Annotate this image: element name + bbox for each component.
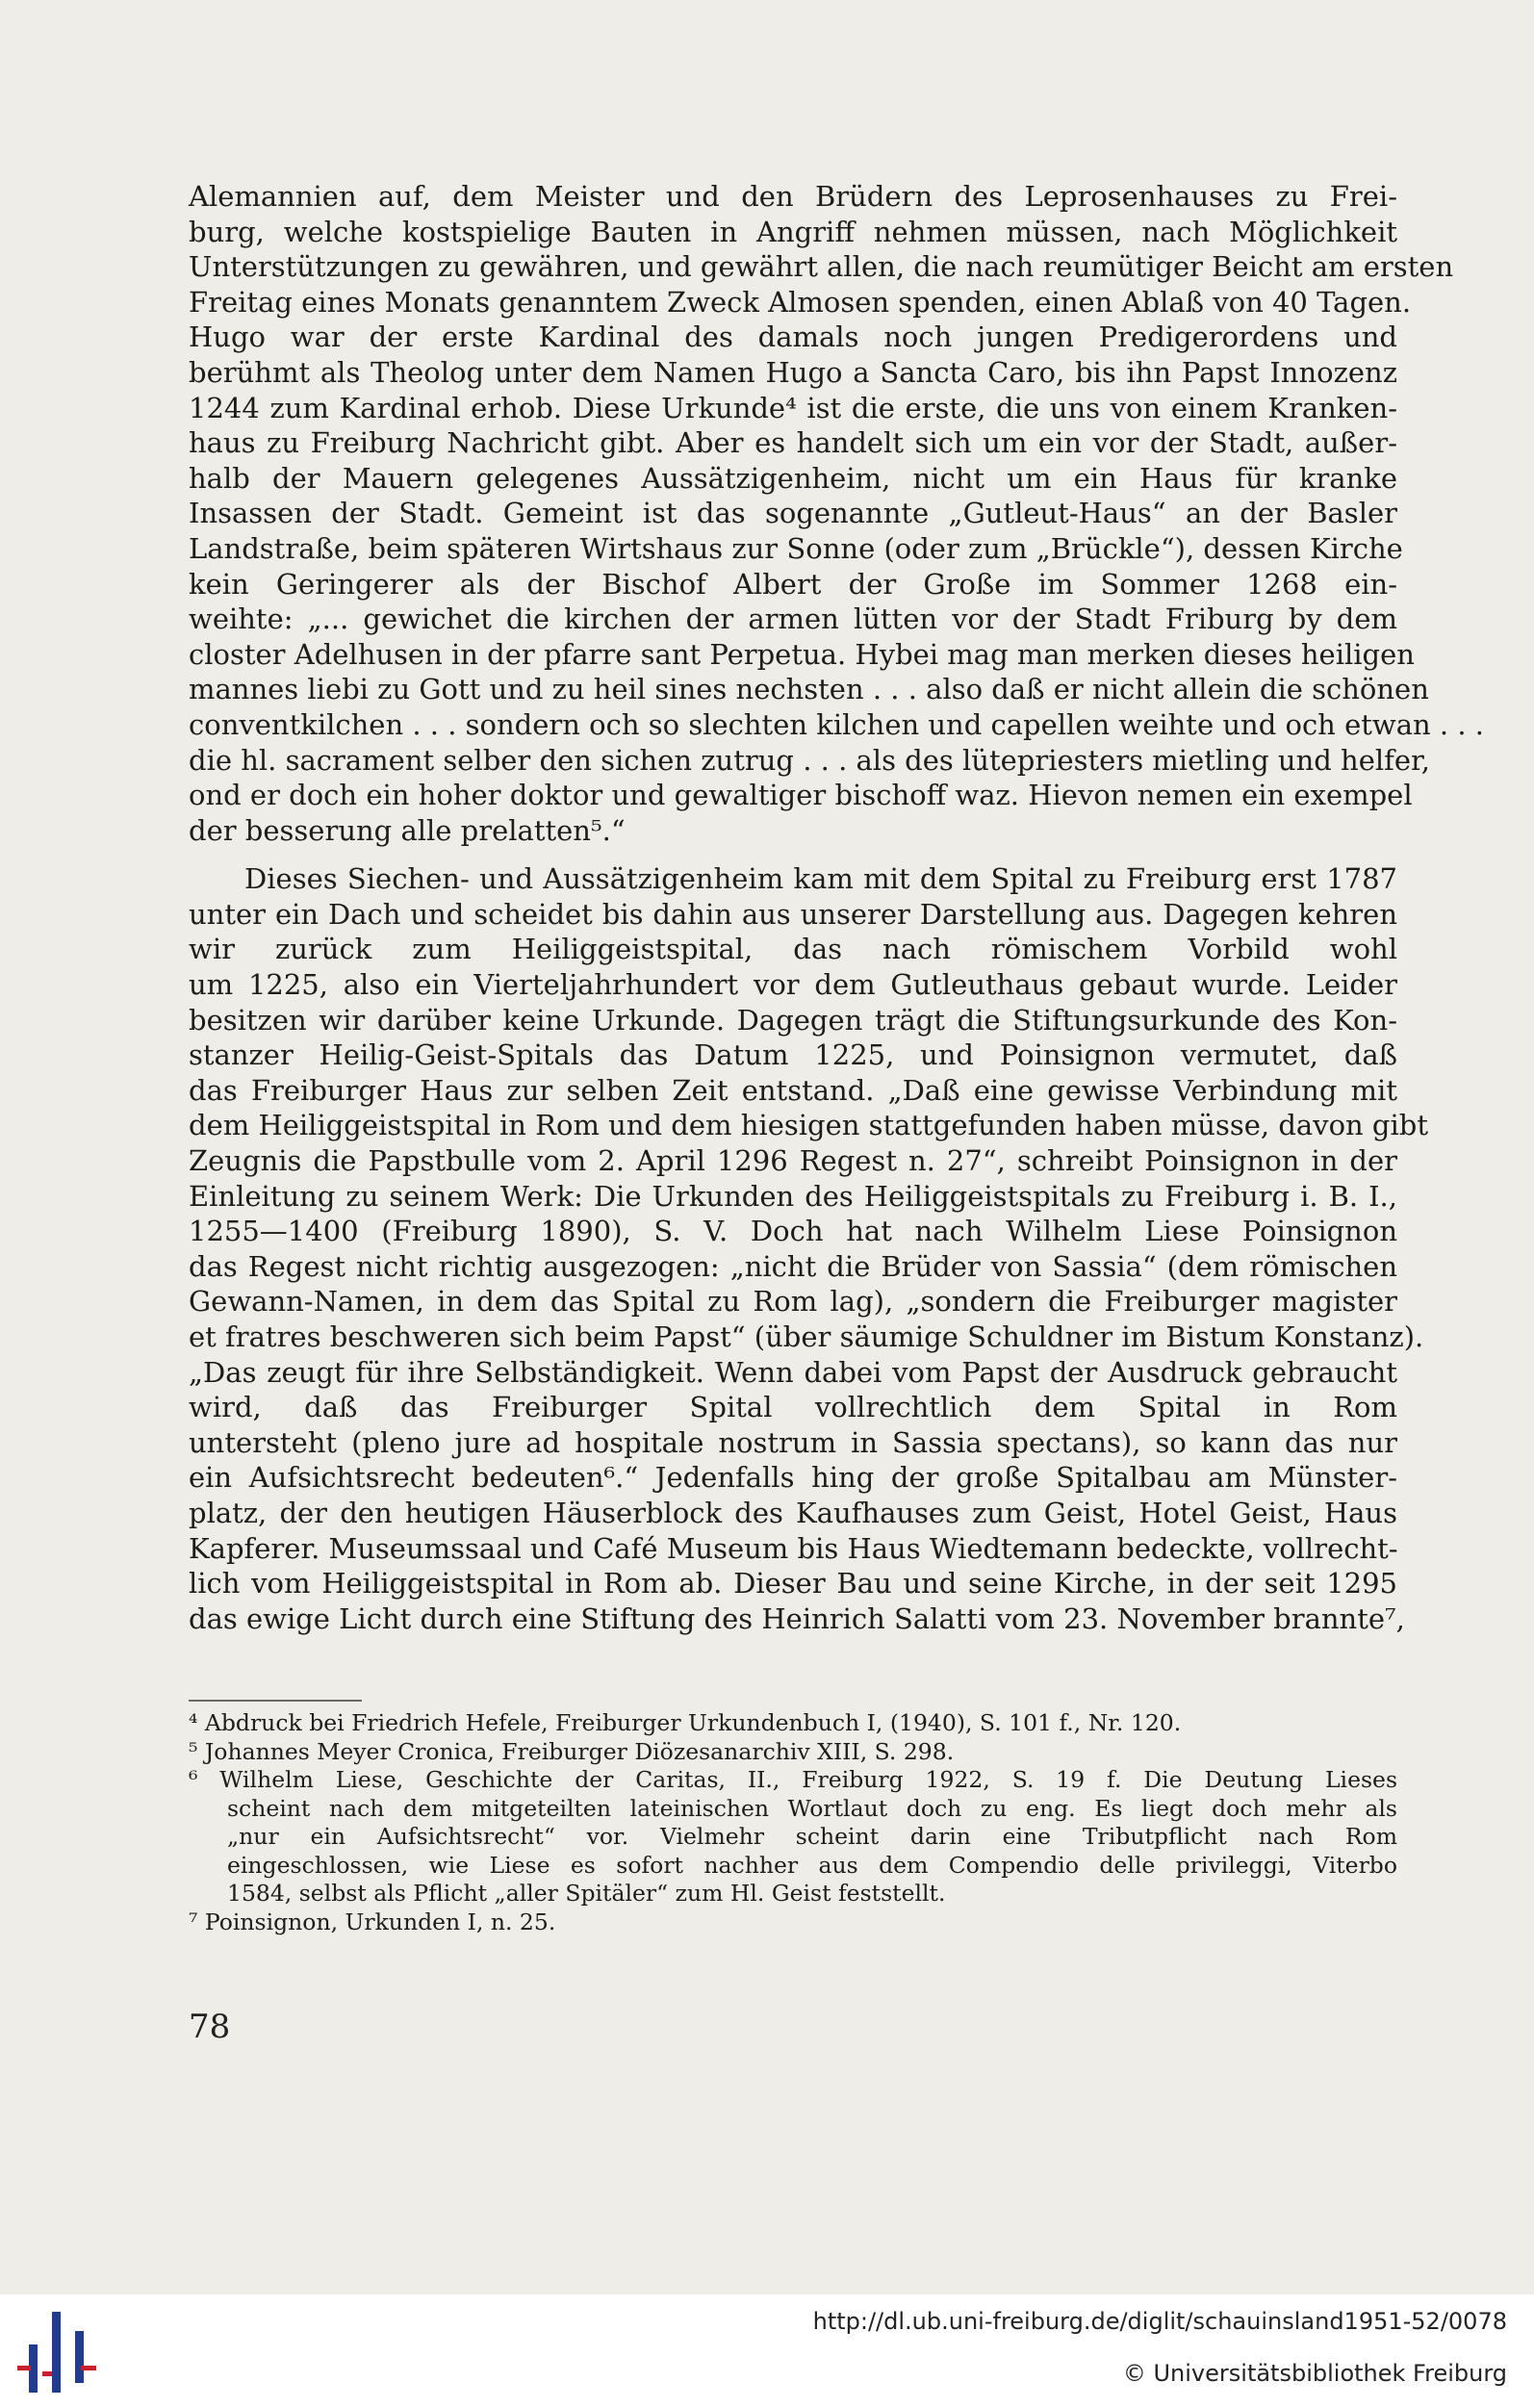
text-line: unter ein Dach und scheidet bis dahin aus unserer Darstellung aus. Dagegen kehren bbox=[189, 897, 1397, 931]
footnote-line: ⁷ Poinsignon, Urkunden I, n. 25. bbox=[189, 1908, 556, 1935]
logo-dash-left bbox=[17, 2366, 31, 2370]
text-line: Dieses Siechen- und Aussätzigenheim kam mit dem Spital zu Freiburg erst 1787 bbox=[244, 862, 1397, 896]
footnote-5 bbox=[189, 1738, 1397, 1767]
footnotes bbox=[189, 1709, 1397, 1936]
footnote-line: eingeschlossen, wie Liese es sofort nachher aus dem Compendio delle privileggi, Viterbo bbox=[227, 1851, 1397, 1879]
text-line: dem Heiliggeistspital in Rom und dem hiesigen stattgefunden haben müsse, davon gibt bbox=[189, 1109, 1428, 1142]
main-text bbox=[189, 179, 1484, 1636]
text-line: lich vom Heiliggeistspital in Rom ab. Dieser Bau und seine Kirche, in der seit 1295 bbox=[189, 1567, 1397, 1601]
text-line: platz, der den heutigen Häuserblock des Kaufhauses zum Geist, Hotel Geist, Haus bbox=[189, 1496, 1397, 1529]
text-line: das Freiburger Haus zur selben Zeit entstand. „Daß eine gewisse Verbindung mit bbox=[189, 1073, 1397, 1107]
paragraph-2 bbox=[189, 861, 1428, 1636]
paragraph-1 bbox=[189, 179, 1484, 848]
text-line: Landstraße, beim späteren Wirtshaus zur Sonne (oder zum „Brückle“), dessen Kirche bbox=[189, 531, 1403, 565]
text-line: wird, daß das Freiburger Spital vollrechtlich dem Spital in Rom bbox=[189, 1391, 1397, 1424]
text-line: halb der Mauern gelegenes Aussätzigenheim, nicht um ein Haus für kranke bbox=[189, 461, 1397, 495]
footnote-line: ⁵ Johannes Meyer Cronica, Freiburger Diözesanarchiv XIII, S. 298. bbox=[189, 1737, 955, 1765]
text-line: das Regest nicht richtig ausgezogen: „nicht die Brüder von Sassia“ (dem römischen bbox=[189, 1249, 1397, 1283]
page-number: 78 bbox=[189, 2008, 231, 2046]
text-line: die hl. sacrament selber den sichen zutrug . . . als des lütepriesters mietling und helfer, bbox=[189, 743, 1430, 777]
text-line: Kapferer. Museumssaal und Café Museum bis Haus Wiedtemann bedeckte, vollrecht- bbox=[189, 1531, 1398, 1565]
text-line: et fratres beschweren sich beim Papst“ (über säumige Schuldner im Bistum Konstanz). bbox=[189, 1320, 1424, 1353]
text-line: Freitag eines Monats genanntem Zweck Almosen spenden, einen Ablaß von 40 Tagen. bbox=[189, 285, 1412, 319]
text-line: 1244 zum Kardinal erhob. Diese Urkunde⁴ ist die erste, die uns von einem Kranken- bbox=[189, 391, 1397, 424]
text-line: Gewann-Namen, in dem das Spital zu Rom lag), „sondern die Freiburger magister bbox=[189, 1285, 1397, 1319]
text-line: Alemannien auf, dem Meister und den Brüdern des Leprosenhauses zu Frei- bbox=[189, 180, 1397, 213]
text-line: untersteht (pleno jure ad hospitale nostrum in Sassia spectans), so kann das nur bbox=[189, 1425, 1397, 1459]
text-line: kein Geringerer als der Bischof Albert der Große im Sommer 1268 ein- bbox=[189, 567, 1397, 601]
footnote-6 bbox=[189, 1766, 1397, 1908]
text-line: haus zu Freiburg Nachricht gibt. Aber es handelt sich um ein vor der Stadt, außer- bbox=[189, 426, 1397, 460]
text-line: um 1225, also ein Vierteljahrhundert vor dem Gutleuthaus gebaut wurde. Leider bbox=[189, 968, 1397, 1002]
text-line: Zeugnis die Papstbulle vom 2. April 1296 Regest n. 27“, schreibt Poinsignon in der bbox=[189, 1144, 1397, 1178]
text-line: closter Adelhusen in der pfarre sant Perpetua. Hybei mag man merken dieses heiligen bbox=[189, 637, 1415, 671]
text-line: das ewige Licht durch eine Stiftung des Heinrich Salatti vom 23. November brannte⁷, bbox=[189, 1601, 1405, 1635]
footnote-line: scheint nach dem mitgeteilten lateinischen Wortlaut doch zu eng. Es liegt doch mehr als bbox=[227, 1794, 1397, 1822]
text-line: mannes liebi zu Gott und zu heil sines nechsten . . . also daß er nicht allein die schönen bbox=[189, 673, 1429, 706]
text-line: besitzen wir darüber keine Urkunde. Dagegen trägt die Stiftungsurkunde des Kon- bbox=[189, 1003, 1397, 1037]
logo-bar-right bbox=[75, 2331, 84, 2383]
text-line: ein Aufsichtsrecht bedeuten⁶.“ Jedenfalls hing der große Spitalbau am Münster- bbox=[189, 1461, 1397, 1495]
footnote-7 bbox=[189, 1908, 1397, 1937]
logo-dash-right bbox=[81, 2366, 96, 2370]
footnote-line: ⁴ Abdruck bei Friedrich Hefele, Freiburger Urkundenbuch I, (1940), S. 101 f., Nr. 120. bbox=[189, 1709, 1182, 1736]
footnote-4 bbox=[189, 1709, 1397, 1738]
footnote-line: ⁶ Wilhelm Liese, Geschichte der Caritas, II., Freiburg 1922, S. 19 f. Die Deutung Lieses bbox=[189, 1766, 1397, 1793]
text-line: Einleitung zu seinem Werk: Die Urkunden des Heiliggeistspitals zu Freiburg i. B. I., bbox=[189, 1179, 1397, 1213]
text-line: weihte: „... gewichet die kirchen der armen lütten vor der Stadt Friburg by dem bbox=[189, 602, 1397, 636]
text-line: Hugo war der erste Kardinal des damals noch jungen Predigerordens und bbox=[189, 320, 1397, 354]
paragraph-gap bbox=[189, 848, 1397, 861]
text-line: Unterstützungen zu gewähren, und gewährt allen, die nach reumütiger Beicht am ersten bbox=[189, 250, 1454, 284]
permalink-url[interactable]: http://dl.ub.uni-freiburg.de/diglit/schauinsland1951-52/0078 bbox=[812, 2308, 1507, 2335]
text-line: „Das zeugt für ihre Selbständigkeit. Wenn dabei vom Papst der Ausdruck gebraucht bbox=[189, 1355, 1397, 1389]
footnote-line: „nur ein Aufsichtsrecht“ vor. Vielmehr scheint darin eine Tributpflicht nach Rom bbox=[227, 1823, 1397, 1850]
copyright-notice: © Universitätsbibliothek Freiburg bbox=[1122, 2360, 1507, 2387]
logo-dash-mid bbox=[42, 2371, 52, 2376]
text-line: 1255—1400 (Freiburg 1890), S. V. Doch hat nach Wilhelm Liese Poinsignon bbox=[189, 1215, 1397, 1248]
text-line: der besserung alle prelatten⁵.“ bbox=[189, 813, 626, 847]
text-line: ond er doch ein hoher doktor und gewaltiger bischoff waz. Hievon nemen ein exempel bbox=[189, 779, 1413, 812]
footnote-divider bbox=[189, 1700, 362, 1702]
text-line: burg, welche kostspielige Bauten in Angriff nehmen müssen, nach Möglichkeit bbox=[189, 215, 1397, 248]
text-line: stanzer Heilig-Geist-Spitals das Datum 1225, und Poinsignon vermutet, daß bbox=[189, 1038, 1397, 1072]
ub-freiburg-logo-icon bbox=[17, 2302, 96, 2400]
footnote-line: 1584, selbst als Pflicht „aller Spitäler“ zum Hl. Geist feststellt. bbox=[227, 1880, 946, 1907]
text-line: berühmt als Theolog unter dem Namen Hugo a Sancta Caro, bis ihn Papst Innozenz bbox=[189, 355, 1397, 389]
text-line: wir zurück zum Heiliggeistspital, das nach römischem Vorbild wohl bbox=[189, 933, 1397, 966]
logo-bar-mid bbox=[52, 2312, 61, 2393]
text-line: conventkilchen . . . sondern och so slechten kilchen und capellen weihte und och etwan . . . bbox=[189, 707, 1484, 741]
text-line: Insassen der Stadt. Gemeint ist das sogenannte „Gutleut-Haus“ an der Basler bbox=[189, 497, 1397, 530]
